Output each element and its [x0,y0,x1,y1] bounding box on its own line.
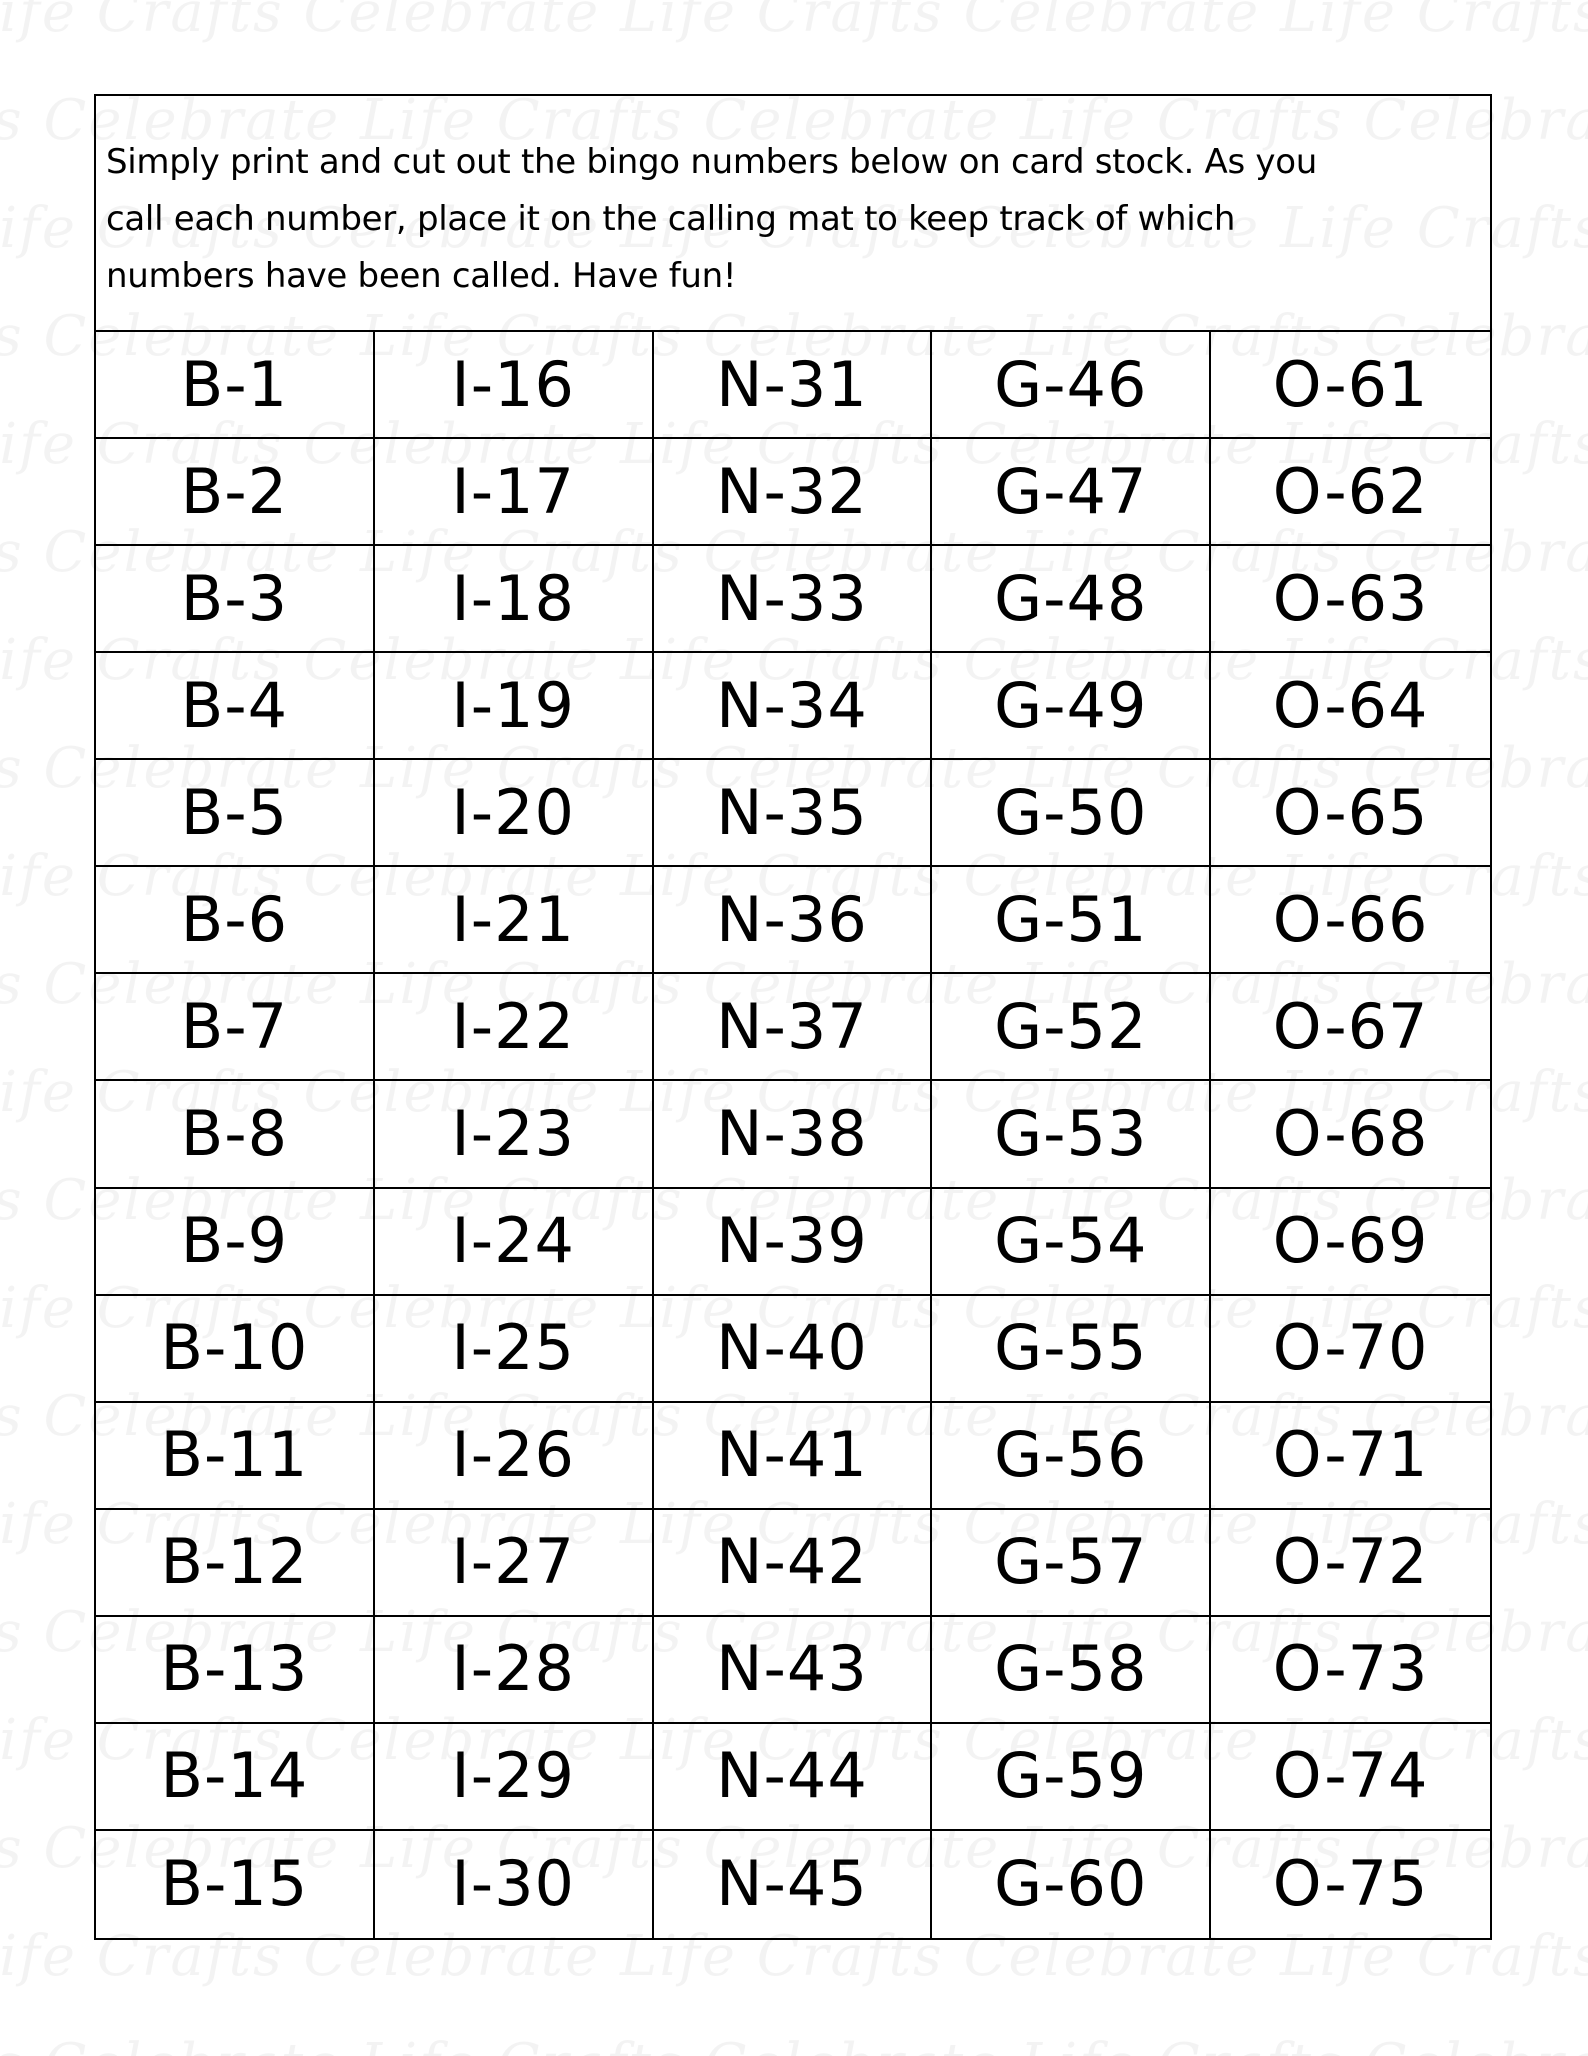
bingo-cell-g: G-51 [932,867,1211,974]
bingo-cell-g: G-57 [932,1510,1211,1617]
bingo-cell-n: N-34 [654,653,933,760]
bingo-cell-o: O-63 [1211,546,1490,653]
bingo-cell-g: G-50 [932,760,1211,867]
bingo-cell-b: B-7 [96,974,375,1081]
bingo-cell-i: I-17 [375,439,654,546]
bingo-cell-b: B-13 [96,1617,375,1724]
bingo-cell-g: G-58 [932,1617,1211,1724]
bingo-cell-g: G-53 [932,1081,1211,1188]
bingo-cell-o: O-75 [1272,1847,1429,1921]
bingo-cell-n: N-38 [654,1081,933,1188]
bingo-cell-b: B-8 [96,1081,375,1188]
bingo-cell-i: I-27 [375,1510,654,1617]
bingo-cell-o: O-73 [1211,1617,1490,1724]
bingo-cell-i: I-30 [375,1831,654,1938]
bingo-cell-o: O-71 [1211,1403,1490,1510]
bingo-cell-o: O-69 [1211,1189,1490,1296]
bingo-cell-o: O-66 [1211,867,1490,974]
bingo-cell-n: N-42 [654,1510,933,1617]
bingo-cell-i: I-25 [375,1296,654,1403]
bingo-cell-i: I-28 [375,1617,654,1724]
bingo-cell-i: I-24 [375,1189,654,1296]
bingo-cell-i: I-16 [375,332,654,439]
bingo-cell-o: O-64 [1211,653,1490,760]
bingo-cell-b: B-15 [96,1831,375,1938]
watermark-line [0,0,1588,45]
instructions-line-1: Simply print and cut out the bingo numbers below on card stock. As you [106,142,1317,182]
bingo-cell-b: B-10 [96,1296,375,1403]
bingo-cell-g: G-46 [932,332,1211,439]
bingo-cell-n: N-36 [654,867,933,974]
bingo-cell-b: B-14 [96,1724,375,1831]
watermark-line [0,2032,1588,2056]
bingo-cell-n: N-33 [654,546,933,653]
bingo-cell-i: I-20 [375,760,654,867]
bingo-cell-g: G-55 [932,1296,1211,1403]
bingo-cell-b: B-3 [96,546,375,653]
bingo-cell-g: G-49 [932,653,1211,760]
bingo-cell-i: I-19 [375,653,654,760]
bingo-cell-b: B-9 [96,1189,375,1296]
bingo-cell-o: O-72 [1211,1510,1490,1617]
bingo-cell-n: N-32 [654,439,933,546]
bingo-cell-b: B-11 [96,1403,375,1510]
bingo-cell-o: O-68 [1211,1081,1490,1188]
bingo-cell-g: G-59 [932,1724,1211,1831]
instructions [96,96,1490,332]
bingo-cell-n: N-35 [654,760,933,867]
instructions-line-3: numbers have been called. Have fun! [106,256,737,296]
bingo-cell-i: I-29 [375,1724,654,1831]
bingo-cell-g: G-48 [932,546,1211,653]
bingo-cell-i: I-26 [375,1403,654,1510]
bingo-cell-i: I-18 [375,546,654,653]
bingo-cell-o: O-70 [1211,1296,1490,1403]
bingo-cell-n: N-40 [654,1296,933,1403]
bingo-cell-n: N-37 [654,974,933,1081]
bingo-cell-o: O-61 [1211,332,1490,439]
bingo-cell-n: N-43 [654,1617,933,1724]
bingo-cell-b: B-4 [96,653,375,760]
bingo-cell-i: I-23 [375,1081,654,1188]
bingo-cell-n: N-39 [654,1189,933,1296]
bingo-number-grid [96,332,1490,1938]
bingo-cell-o: O-67 [1211,974,1490,1081]
bingo-cell-n: N-31 [654,332,933,439]
bingo-cell-n: N-41 [654,1403,933,1510]
bingo-cell-b: B-1 [96,332,375,439]
bingo-cell-o: O-62 [1211,439,1490,546]
instructions-line-2: call each number, place it on the calling mat to keep track of which [106,199,1236,239]
bingo-cell-o: O-65 [1211,760,1490,867]
bingo-cell-b: B-6 [96,867,375,974]
bingo-cell-b: B-12 [96,1510,375,1617]
bingo-cell-i: I-22 [375,974,654,1081]
bingo-calling-sheet [94,94,1492,1940]
bingo-cell-o: O-74 [1211,1724,1490,1831]
bingo-cell-g: G-56 [932,1403,1211,1510]
bingo-cell-g: G-60 [932,1831,1211,1938]
bingo-cell-n: N-45 [654,1831,933,1938]
bingo-cell-b: B-2 [96,439,375,546]
bingo-cell-b: B-5 [96,760,375,867]
bingo-cell-i: I-21 [375,867,654,974]
bingo-cell-n: N-44 [654,1724,933,1831]
bingo-cell-g: G-52 [932,974,1211,1081]
bingo-cell-g: G-47 [932,439,1211,546]
bingo-cell-g: G-54 [932,1189,1211,1296]
